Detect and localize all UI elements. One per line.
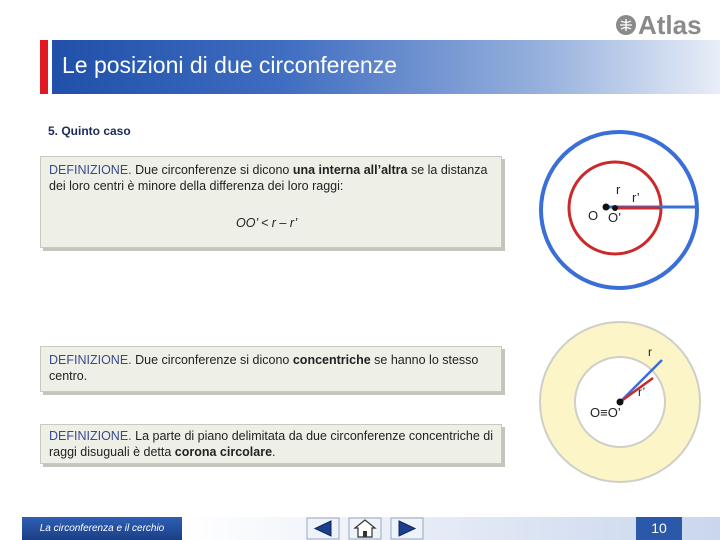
figure-concentric-circles xyxy=(536,316,716,496)
definition-label: DEFINIZIONE. xyxy=(49,429,132,443)
definition-term: concentriche xyxy=(292,353,371,367)
label-r-prime: r’ xyxy=(638,385,646,399)
definition-text: . xyxy=(272,445,276,459)
next-button[interactable] xyxy=(390,517,424,540)
home-button[interactable] xyxy=(348,517,382,540)
svg-text:Atlas: Atlas xyxy=(638,10,702,40)
title-divider xyxy=(48,40,52,94)
definition-label: DEFINIZIONE. xyxy=(49,163,132,177)
label-centers: O≡O’ xyxy=(590,405,621,420)
atlas-logo xyxy=(612,6,704,40)
label-O-prime: O’ xyxy=(608,210,621,225)
definition-label: DEFINIZIONE. xyxy=(49,353,132,367)
label-r: r xyxy=(616,182,621,197)
chapter-label: La circonferenza e il cerchio xyxy=(22,517,182,540)
label-r-prime: r’ xyxy=(632,190,640,205)
definition-text: La parte di piano delimitata da due circonferenze concentriche di raggi disuguali è detta xyxy=(49,429,493,459)
formula: OO’ < r – r’ xyxy=(236,216,298,230)
definition-concentric xyxy=(40,346,502,392)
definition-internal xyxy=(40,156,502,248)
definition-term: una interna all’altra xyxy=(292,163,408,177)
page-title: Le posizioni di due circonferenze xyxy=(62,52,397,78)
title-accent xyxy=(40,40,48,94)
label-r: r xyxy=(648,345,652,359)
definition-corona xyxy=(40,424,502,464)
definition-text: Due circonferenze si dicono xyxy=(131,163,293,177)
prev-button[interactable] xyxy=(306,517,340,540)
definition-text: se hanno lo stesso centro. xyxy=(49,353,479,383)
section-subtitle: 5. Quinto caso xyxy=(48,124,131,138)
definition-text: Due circonferenze si dicono xyxy=(131,353,293,367)
label-O: O xyxy=(588,208,599,223)
definition-text: se la distanza dei loro centri è minore della differenza dei loro raggi: xyxy=(49,163,488,193)
page-number: 10 xyxy=(636,517,682,540)
definition-term: corona circolare xyxy=(174,445,273,459)
figure-internal-circles xyxy=(536,124,716,304)
